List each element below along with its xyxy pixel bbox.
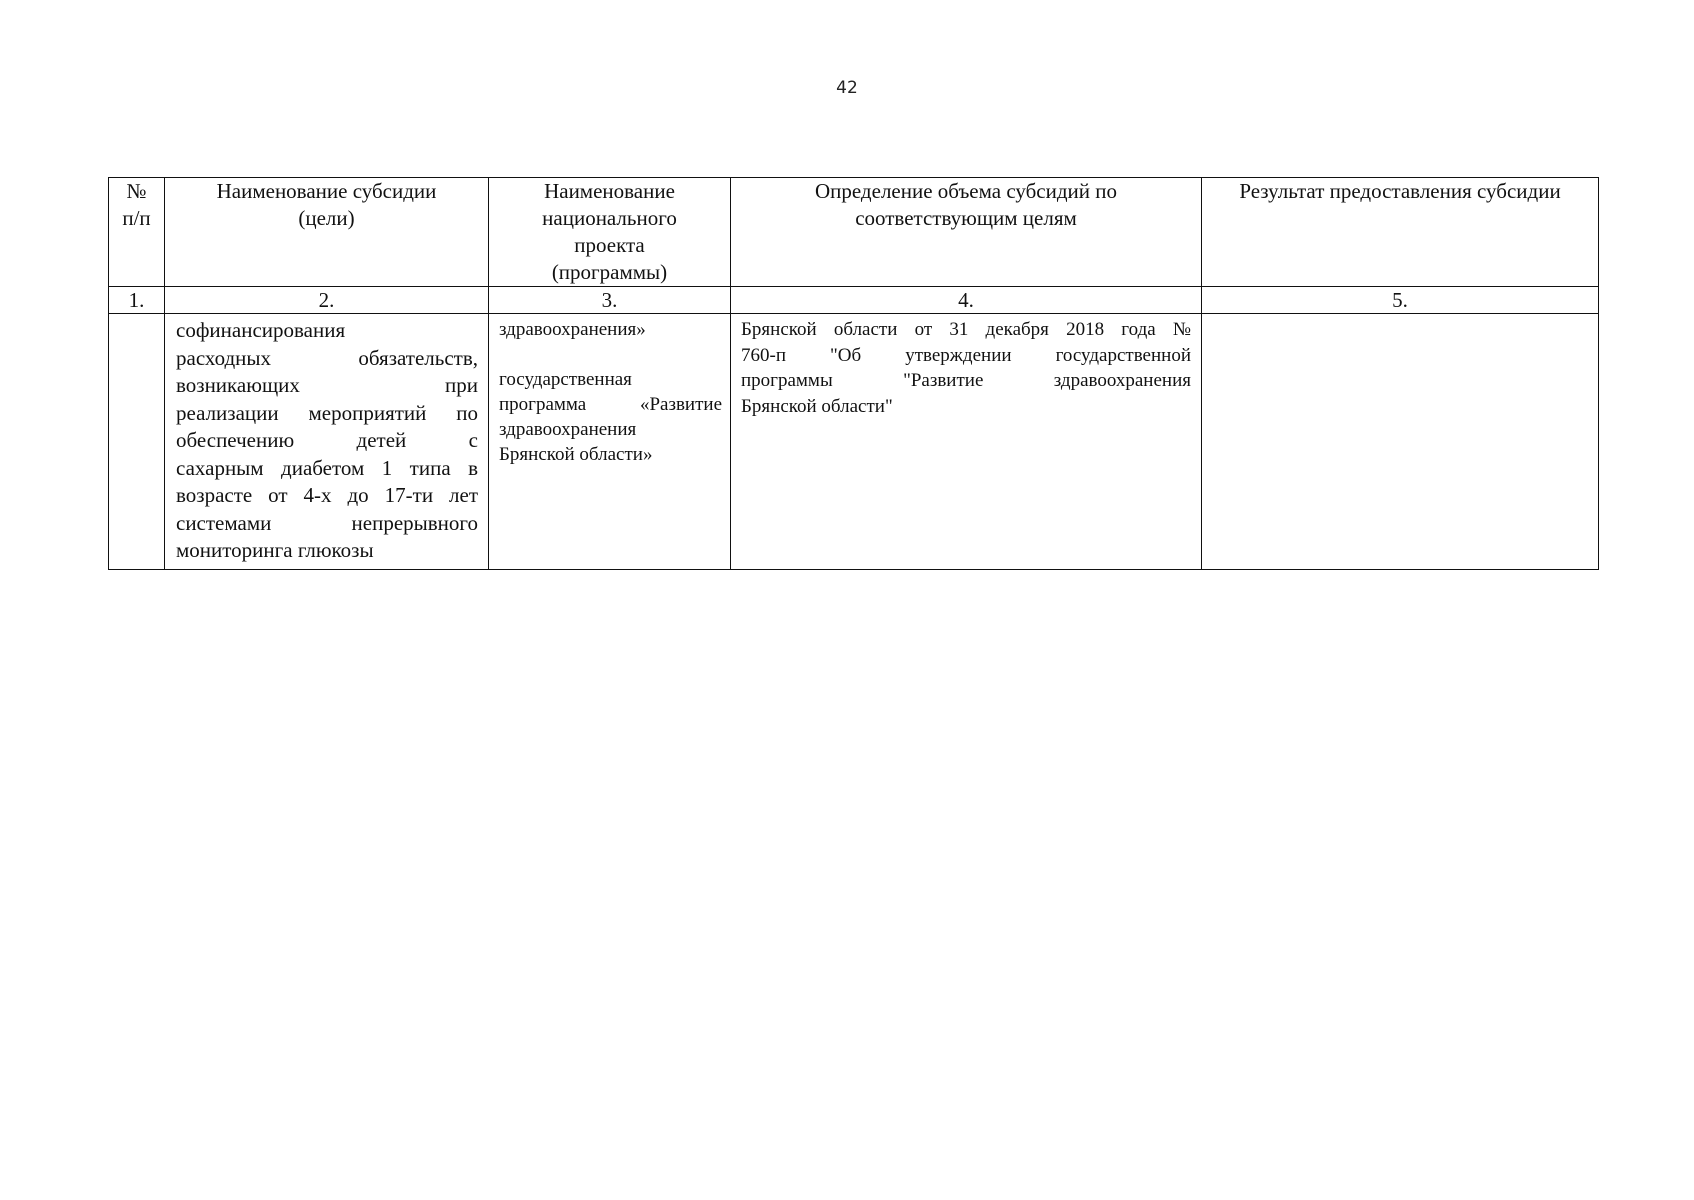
subsidy-line: обеспечению детей с bbox=[176, 428, 478, 452]
header-project-line-4: (программы) bbox=[551, 260, 668, 284]
subsidy-line: расходных обязательств, bbox=[176, 345, 478, 370]
column-number-5: 5. bbox=[1202, 287, 1599, 314]
project-line: государственная bbox=[499, 369, 632, 390]
determination-line: программы "Развитие здравоохранения bbox=[741, 370, 1191, 391]
determination-line: 760-п "Об утверждении государственной bbox=[741, 344, 1191, 366]
cell-result bbox=[1202, 314, 1599, 570]
determination-line: Брянской области" bbox=[741, 395, 893, 417]
project-line: здравоохранения» bbox=[499, 319, 646, 340]
cell-subsidy-name bbox=[165, 314, 489, 570]
page-number: 42 bbox=[836, 78, 858, 98]
header-project-line-3: проекта bbox=[574, 233, 645, 257]
header-number bbox=[109, 178, 165, 287]
project-line: Брянской области» bbox=[499, 444, 653, 465]
subsidy-line: софинансирования bbox=[176, 318, 346, 342]
header-number-line-1: № bbox=[126, 179, 147, 203]
header-volume-determination bbox=[731, 178, 1202, 287]
subsidy-line: системами непрерывного bbox=[176, 510, 478, 535]
subsidy-line: реализации мероприятий по bbox=[176, 400, 478, 425]
header-result bbox=[1202, 178, 1599, 287]
header-subsidy-line-2: (цели) bbox=[298, 206, 355, 230]
subsidy-line: мониторинга глюкозы bbox=[176, 538, 374, 562]
cell-number bbox=[109, 314, 165, 570]
column-number-row bbox=[109, 287, 1599, 314]
header-subsidy-line-1: Наименование субсидии bbox=[216, 179, 437, 203]
table-header-row bbox=[109, 178, 1599, 287]
column-number-1: 1. bbox=[109, 287, 165, 314]
table-row bbox=[109, 314, 1599, 570]
cell-volume-determination bbox=[731, 314, 1202, 570]
column-number-4: 4. bbox=[731, 287, 1202, 314]
header-project-line-1: Наименование bbox=[544, 179, 675, 203]
project-line: программа «Развитие bbox=[499, 394, 722, 415]
column-number-2: 2. bbox=[165, 287, 489, 314]
header-national-project bbox=[489, 178, 731, 287]
header-subsidy-name bbox=[165, 178, 489, 287]
cell-national-project bbox=[489, 314, 731, 570]
subsidy-table bbox=[108, 177, 1599, 570]
subsidy-line: сахарным диабетом 1 типа в bbox=[176, 455, 478, 480]
project-line: здравоохранения bbox=[499, 419, 637, 440]
header-project-line-2: национального bbox=[542, 206, 677, 230]
subsidy-line: возникающих при bbox=[176, 373, 478, 397]
project-line-spacer bbox=[499, 342, 722, 367]
subsidy-line: возрасте от 4-х до 17-ти лет bbox=[176, 483, 478, 507]
header-result-line-1: Результат предоставления субсидии bbox=[1239, 179, 1561, 203]
header-volume-line-2: соответствующим целям bbox=[855, 206, 1077, 230]
header-volume-line-1: Определение объема субсидий по bbox=[814, 179, 1118, 203]
determination-line: Брянской области от 31 декабря 2018 года № bbox=[741, 319, 1191, 340]
column-number-3: 3. bbox=[489, 287, 731, 314]
header-number-line-2: п/п bbox=[122, 206, 151, 230]
